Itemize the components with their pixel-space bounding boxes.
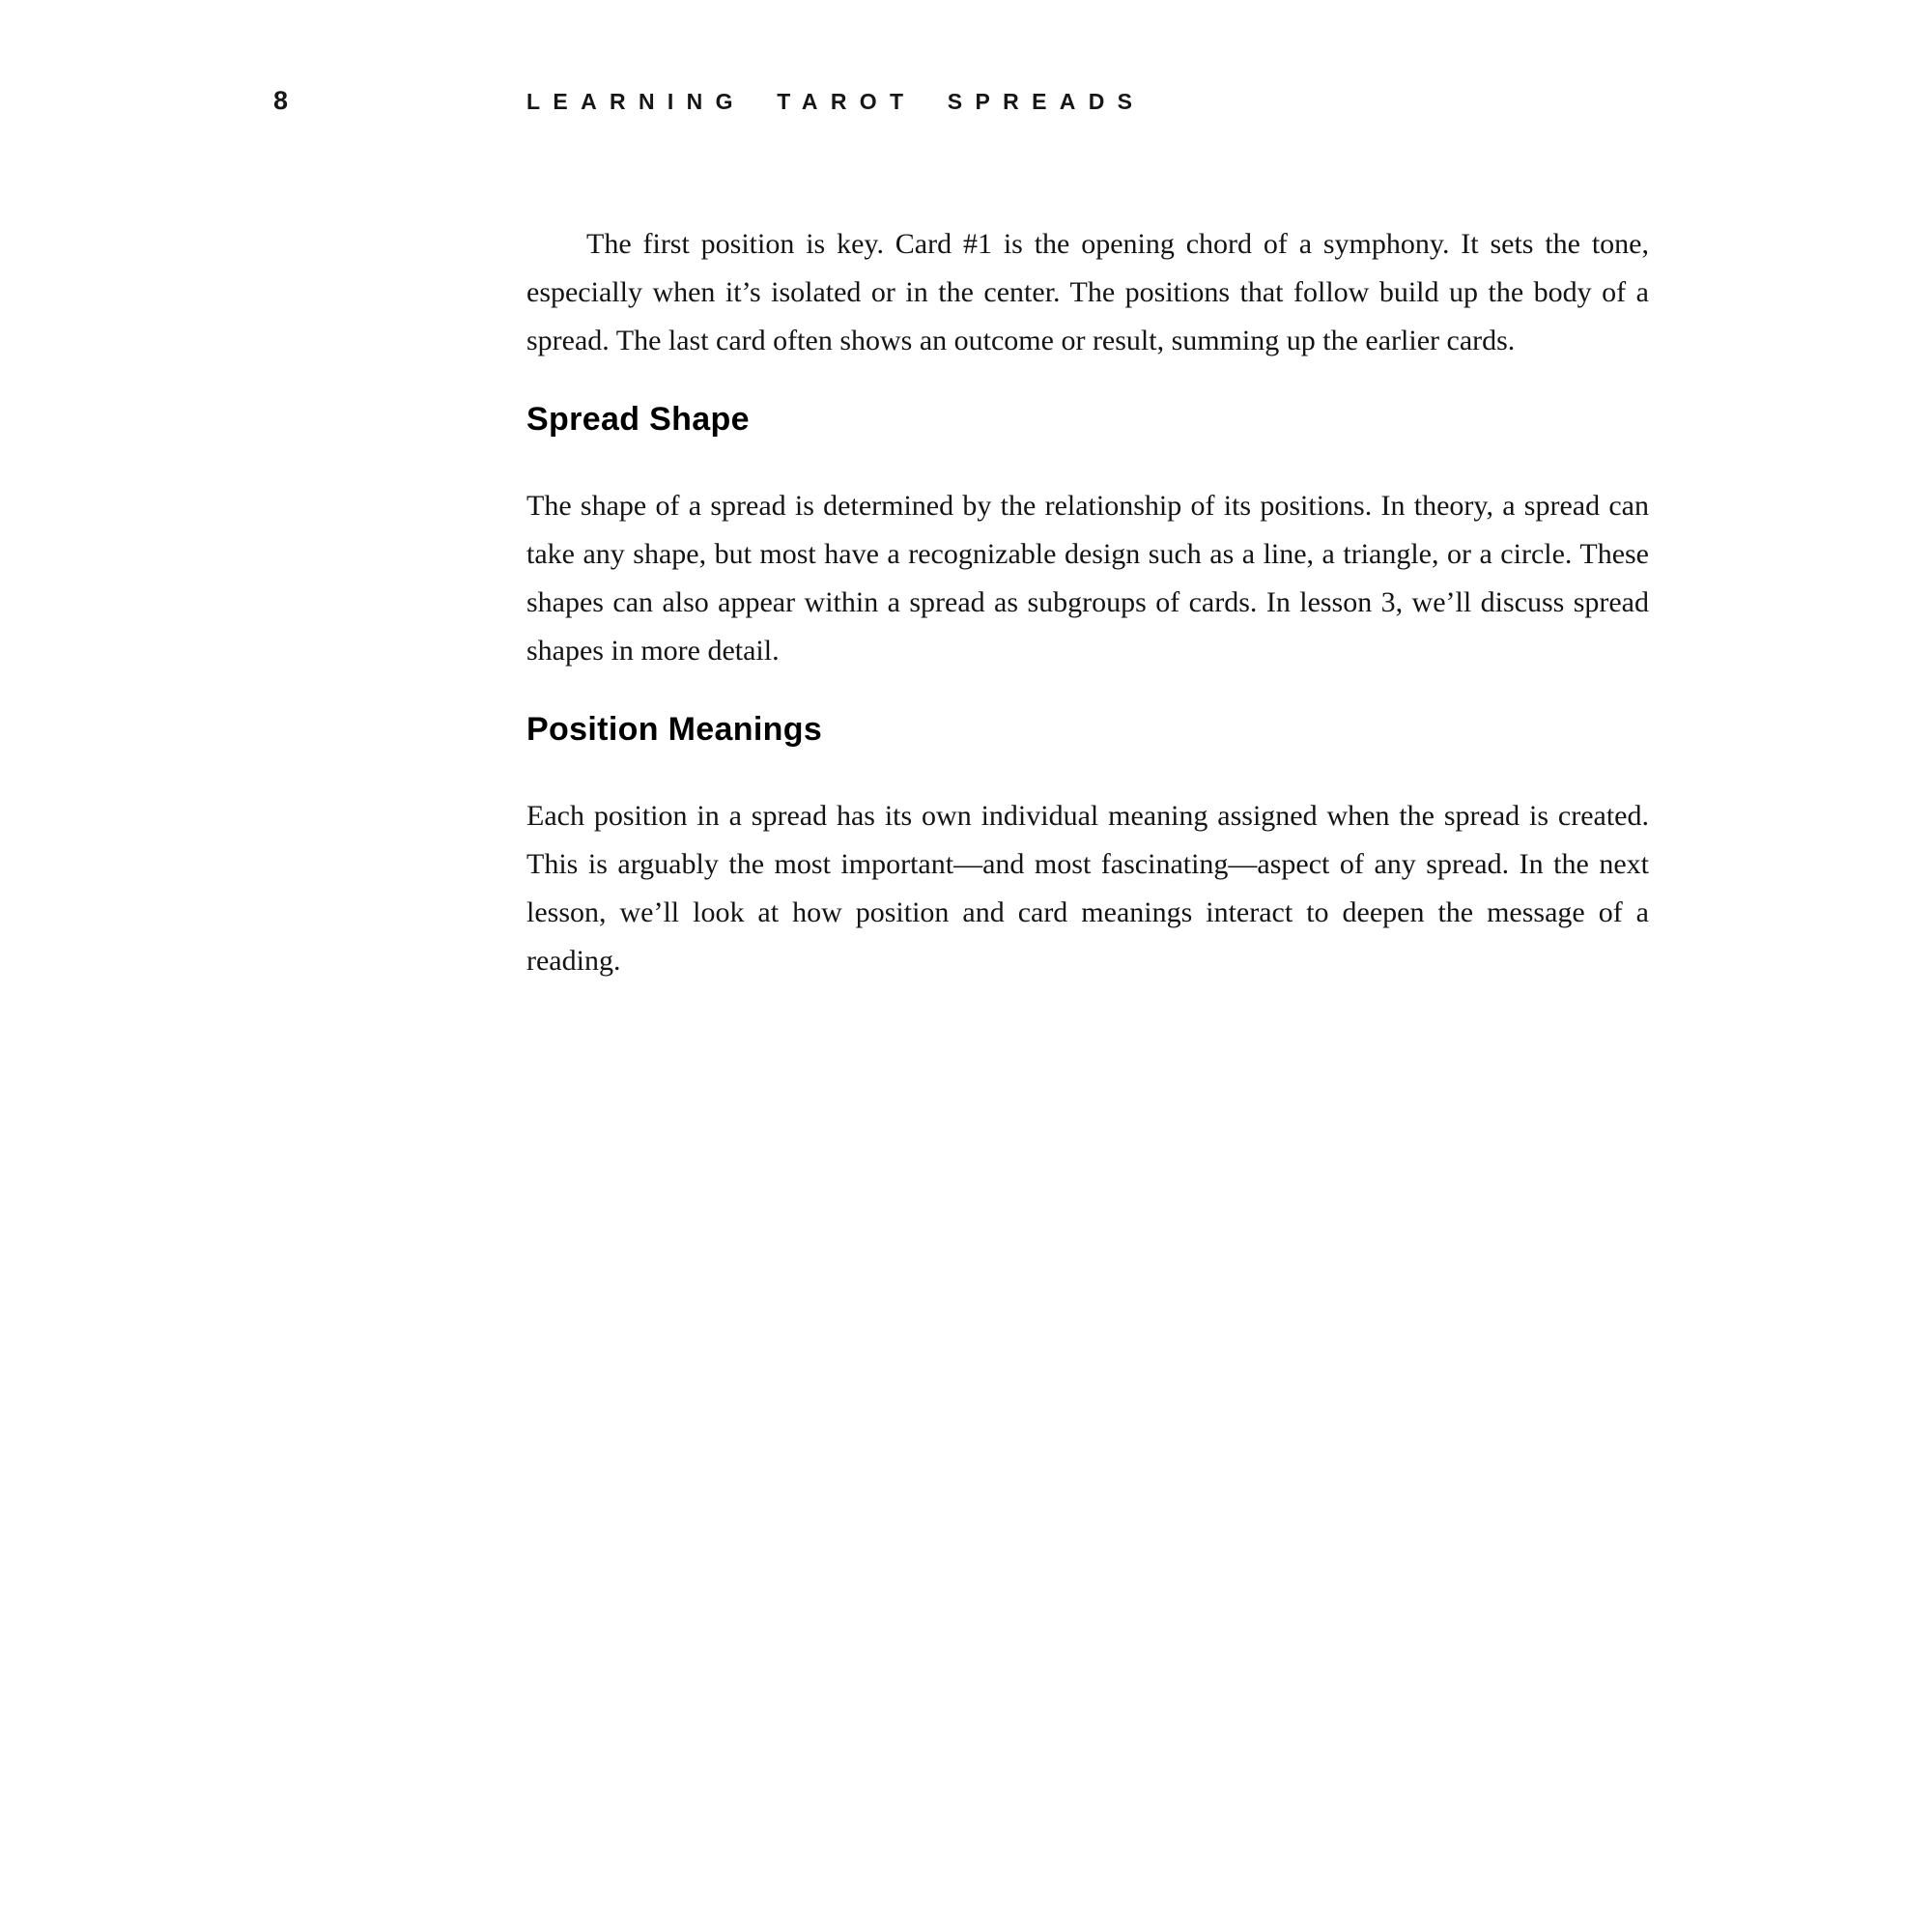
page-text-block	[526, 220, 1649, 985]
intro-paragraph: The first position is key. Card #1 is the opening chord of a symphony. It sets the tone, especially when it’s isolated or in the center. The positions that follow build up the body of a spread. The last card often shows an outcome or result, summing up the earlier cards.	[526, 228, 1649, 356]
section-body-position-meanings: Each position in a spread has its own individual meaning assigned when the spread is created. This is arguably the most important—and most fascinating—aspect of any spread. In the next lesson, we’ll look at how position and card meanings interact to deepen the message of a reading.	[526, 800, 1649, 977]
page-number: 8	[273, 86, 289, 115]
section-heading-spread-shape: Spread Shape	[526, 401, 750, 438]
section-position-meanings	[526, 708, 1649, 985]
running-head-title: LEARNING TAROT SPREADS	[526, 89, 1146, 114]
section-spread-shape	[526, 398, 1649, 675]
section-body-spread-shape: The shape of a spread is determined by the relationship of its positions. In theory, a spread can take any shape, but most have a recognizable design such as a line, a triangle, or a circle. These shapes can also appear within a spread as subgroups of cards. In lesson 3, we’ll discuss spread shapes in more detail.	[526, 490, 1649, 667]
running-header	[0, 85, 1932, 124]
section-heading-position-meanings: Position Meanings	[526, 711, 823, 748]
